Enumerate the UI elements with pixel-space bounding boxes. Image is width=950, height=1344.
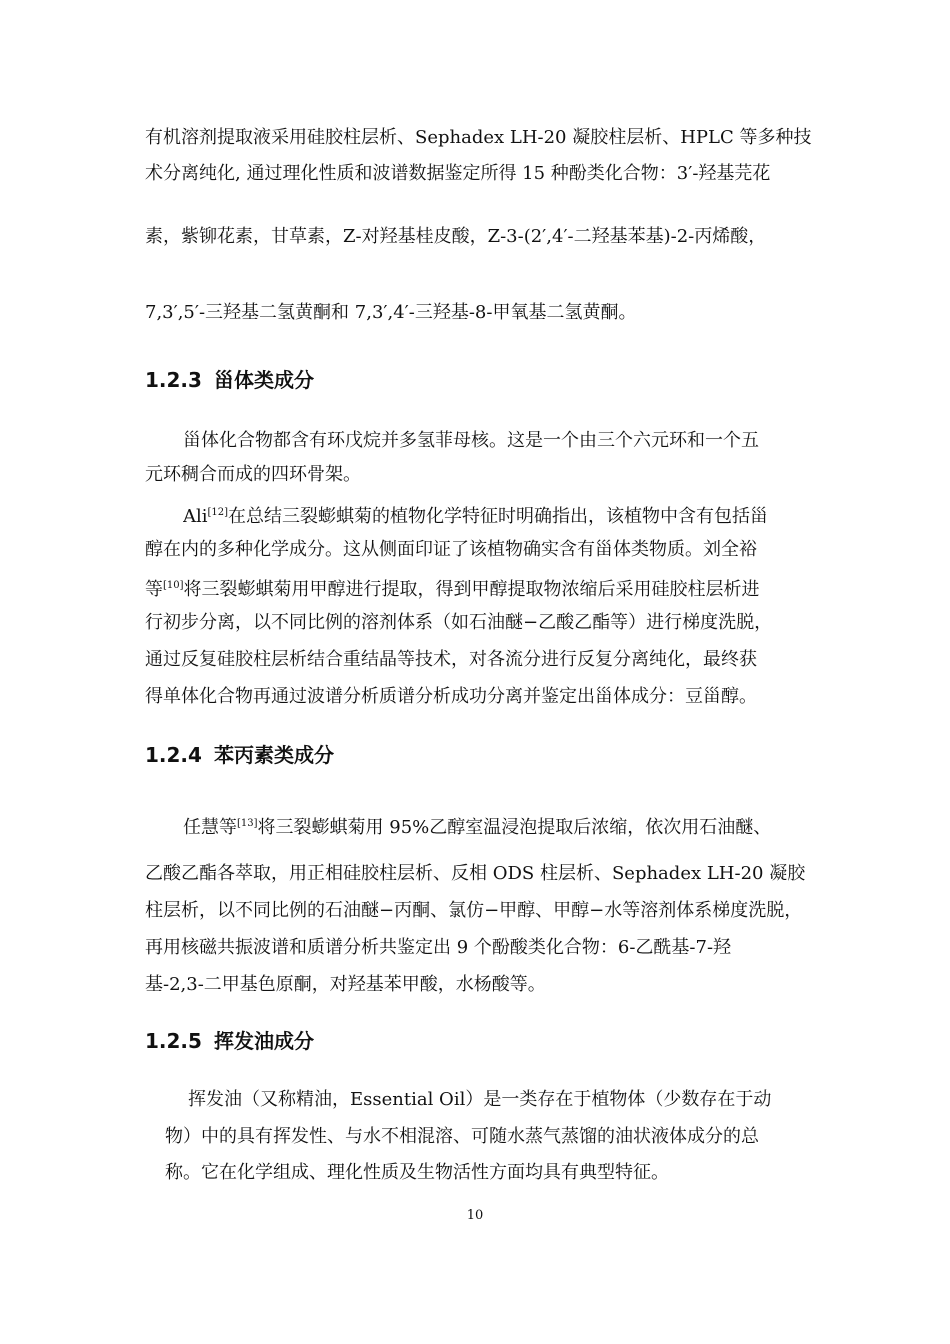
citation-ref: [10] bbox=[163, 580, 184, 591]
text-line: 有机溶剂提取液采用硅胶柱层析、Sephadex LH-20 凝胶柱层析、HPLC 等多种技 bbox=[145, 127, 812, 148]
text-line bbox=[183, 811, 823, 841]
text-line: 素，紫铆花素，甘草素，Z-对羟基桂皮酸，Z-3-(2′,4′-二羟基苯基)-2-丙烯酸， bbox=[145, 226, 767, 247]
text-line: 柱层析，以不同比例的石油醚−丙酮、氯仿−甲醇、甲醇−水等溶剂体系梯度洗脱， bbox=[145, 900, 803, 921]
section-heading-1-2-4 bbox=[145, 741, 334, 769]
text-line: 基-2,3-二甲基色原酮，对羟基苯甲酸，水杨酸等。 bbox=[145, 974, 546, 995]
text-line: 再用核磁共振波谱和质谱分析共鉴定出 9 个酚酸类化合物：6-乙酰基-7-羟 bbox=[145, 937, 732, 958]
text-line: 得单体化合物再通过波谱分析质谱分析成功分离并鉴定出甾体成分：豆甾醇。 bbox=[145, 686, 757, 707]
text-line: 醇在内的多种化学成分。这从侧面印证了该植物确实含有甾体类物质。刘全裕 bbox=[145, 539, 757, 560]
section-heading-1-2-3 bbox=[145, 366, 314, 394]
text-segment: 任慧等 bbox=[183, 817, 237, 838]
section-heading-1-2-5 bbox=[145, 1027, 314, 1055]
text-segment: 将三裂蟛蜞菊用 95%乙醇室温浸泡提取后浓缩，依次用石油醚、 bbox=[257, 817, 772, 838]
section-number: 1.2.3 bbox=[145, 368, 202, 392]
text-segment: 在总结三裂蟛蜞菊的植物化学特征时明确指出，该植物中含有包括甾 bbox=[228, 506, 769, 527]
author-name: Ali bbox=[183, 506, 208, 527]
text-line: 术分离纯化, 通过理化性质和波谱数据鉴定所得 15 种酚类化合物：3′-羟基芫花 bbox=[145, 163, 771, 184]
text-line bbox=[183, 500, 823, 530]
text-line bbox=[145, 573, 825, 603]
citation-ref: [12] bbox=[207, 507, 229, 518]
page-number: 10 bbox=[466, 1208, 484, 1223]
section-number: 1.2.4 bbox=[145, 743, 202, 767]
text-line: 甾体化合物都含有环戊烷并多氢菲母核。这是一个由三个六元环和一个五 bbox=[183, 430, 759, 451]
text-segment: 等 bbox=[145, 579, 163, 600]
text-line: 称。它在化学组成、理化性质及生物活性方面均具有典型特征。 bbox=[165, 1162, 669, 1183]
text-line: 元环稠合而成的四环骨架。 bbox=[145, 464, 361, 485]
text-segment: 将三裂蟛蜞菊用甲醇进行提取，得到甲醇提取物浓缩后采用硅胶柱层析进 bbox=[183, 579, 760, 600]
text-line: 通过反复硅胶柱层析结合重结晶等技术，对各流分进行反复分离纯化，最终获 bbox=[145, 649, 757, 670]
citation-ref: [13] bbox=[237, 818, 258, 829]
section-title: 挥发油成分 bbox=[213, 1029, 314, 1053]
section-number: 1.2.5 bbox=[145, 1029, 202, 1053]
section-title: 苯丙素类成分 bbox=[213, 743, 334, 767]
text-line: 物）中的具有挥发性、与水不相混溶、可随水蒸气蒸馏的油状液体成分的总 bbox=[165, 1126, 759, 1147]
text-line: 7,3′,5′-三羟基二氢黄酮和 7,3′,4′-三羟基-8-甲氧基二氢黄酮。 bbox=[145, 302, 637, 323]
text-line: 挥发油（又称精油，Essential Oil）是一类存在于植物体（少数存在于动 bbox=[188, 1089, 772, 1110]
section-title: 甾体类成分 bbox=[213, 368, 314, 392]
text-line: 乙酸乙酯各萃取，用正相硅胶柱层析、反相 ODS 柱层析、Sephadex LH-20 凝胶 bbox=[145, 863, 806, 884]
text-line: 行初步分离，以不同比例的溶剂体系（如石油醚−乙酸乙酯等）进行梯度洗脱， bbox=[145, 612, 773, 633]
